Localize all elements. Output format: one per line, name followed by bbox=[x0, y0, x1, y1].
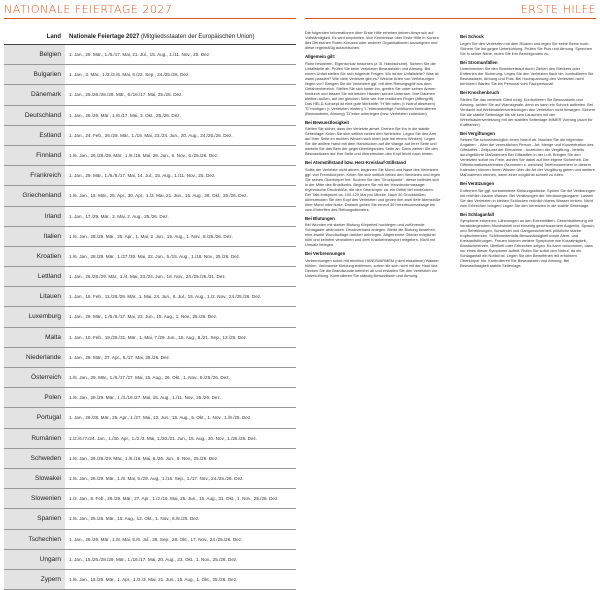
country-cell: Italien bbox=[4, 227, 65, 246]
holidays-cell: 1. Jan., 24. Feb., 26./28. Mär., 1./16. Mai, 23./24. Jun., 20. Aug., 24./25./26. Dez. bbox=[69, 132, 233, 138]
country-cell: Ungarn bbox=[4, 550, 65, 569]
country-cell: Portugal bbox=[4, 408, 65, 427]
table-row bbox=[4, 227, 296, 247]
holidays-cell: 1./2./6./7./24. Jan., 1./30. Apr., 1./2./3. Mai, 1./20./21. Jun., 15. Aug., 30. Nov., 1./25./26. Dez. bbox=[69, 435, 258, 441]
holidays-cell: 1. Jan., 29. Mär., 27. Apr., 6./17. Mai, 25./26. Dez. bbox=[69, 354, 171, 360]
country-cell: Kroatien bbox=[4, 247, 65, 266]
table-body bbox=[4, 45, 296, 590]
holidays-cell: 1. Jan., 29. Mär., 1./6./9./17. Mai, 23. Jun., 15. Aug., 1. Nov., 25./26. Dez. bbox=[69, 314, 218, 320]
section-text: Sollte der Verletzte nicht atmen, beginnen Sie Mund und Nase des Verletzten ggf. von Fremdkörpern. Knien Sie sich seitlich neben den Verletzten und legen Sie seinen Oberkörper frei. Suchen Sie den "Druckpunkt", dieser befindet sich in der Mitte des Brustkorbs. Beginnen Sie mit der Herzdruckmassage: rhythmische Druckstöße, die den Oberkörper ca. ein Drittel tief eindrücken. Der Takt entspricht ca. 100-120 Mal pro Minute. Nach 30 Druckstößen überstrecken Sie den Kopf des Verletzten und geben ihm zwei tiefe Atemstöße über Mund oder Nase. Danach geben Sie erneut 30 Herzdruckmassage bis zum Eintreffen des Rettungsdienstes. bbox=[305, 166, 441, 212]
header-rule-left bbox=[4, 18, 296, 19]
table-row bbox=[4, 85, 296, 105]
table-row bbox=[4, 267, 296, 287]
table-row bbox=[4, 146, 296, 166]
section-heading: Bei Verätzungen bbox=[460, 181, 495, 186]
section-heading: Bei Bewusstlosigkeit bbox=[305, 119, 349, 125]
holidays-cell: 1. Jan., 16. Feb., 11./28./29. Mär., 1. Mai, 24. Jun., 6. Jul., 15. Aug., 1./2. Nov., 24./25./26. Dez. bbox=[69, 294, 262, 300]
section-text: Bei Wunden mit starker Blutung Körperteil hochlegen und zuführende Schlagader abdrücken. Druckverband anlegen. Bleibt die Blutung bestehen, eine zweite Wundauflage darüber anbringen. Abgetrennte Glieder möglichst kühl und keimfrei verwahren und dem Krankentransport mitgeben. Nicht mit Umsatz belegen. bbox=[305, 222, 436, 247]
country-cell: Estland bbox=[4, 126, 65, 145]
holidays-cell: 1./6. Jan., 26./28./29. Mär., 1./6./16. Mai, 26. Jun., 6. Nov., 6./25./26. Dez. bbox=[69, 152, 219, 158]
country-cell: Polen bbox=[4, 388, 65, 407]
holidays-cell: 1./2. Jan., 8. Feb., 28./29. Mär., 27. Apr., 1./2./16. Mai, 25. Jun., 15. Aug., 31. Okt., 1. Nov., 25./26. Dez. bbox=[69, 496, 279, 502]
section-text: Legen Sie den Verletzten mit dem Rücken und legen Sie seine Beine hoch. Sichern Sie ihn gegen Unterkühlung. Prüfen Sie Puls und Atmung. Sprechen Sie in seiner Nähe, reden Sie ihm Beruhigendes zu. bbox=[460, 40, 592, 56]
table-row bbox=[4, 429, 296, 449]
holidays-cell: 1./6. Jan., 15. Mär., 25. Apr., 30. Apr., 1./3. Mai, 21. Jun., 15. Aug., 28. Okt., 25./26. Dez. bbox=[69, 193, 248, 199]
country-cell: Lettland bbox=[4, 267, 65, 286]
section-text: Setzen Sie schnellstmöglich einen Notruf ab. Machen Sie die folgenden Angaben: - Alter der vermutlichen Person - Art, Menge und Konzentration des Giftstoffes - Zeitpunkt der Einnahme - Anzeichen der Vergiftung - bereits durchgeführte Maßnahmen Bei Giftstoffen in der Luft: Bringen Sie den Verletzten sofort ins Freie, achten Sie dabei auf Ihre eigene Sicherheit. Die Giftinformationszentralen (Nummern s. welches) Telefonnummern in diesem Kalender) können Ihnen Wissen über die Art der Vergiftung geben und weitere Maßnahmen nennen, wenn einer möglichst schnell zu rufen. bbox=[460, 137, 595, 177]
table-row bbox=[4, 368, 296, 388]
section-text: Stellen Sie sicher, dass der Verletzte atmet. Drehen Sie ihn in die stabile Seitenlage: Knien Sie sich seitlich neben den Verletzten. Legen Sie den Arm auf Ihrer Seite im rechten Winkel nach oben (wie bei einem Winken). Legen Sie die andere Hand mit dem Handrücken auf die Wange auf Ihrer Seite und winkeln Sie das Bein der gegenüberliegenden Seite an. Dann ziehen Sie den Bewusstlosen auf Ihre Seite und überstrecken den Kopf leicht nach hinten. bbox=[305, 126, 438, 156]
holidays-cell: 1./6. Jan., 26./28./29. Mär., 1./6./16. Mai, 6./26. Jun., 6. Nov., 25./26. Dez. bbox=[69, 455, 219, 461]
country-cell: Griechenland bbox=[4, 186, 65, 205]
holidays-cell: 1. Jan., 25./26./28./29. Mär., 6./16./17. Mai, 25./26. Dez. bbox=[69, 92, 183, 98]
country-cell: Slowenien bbox=[4, 489, 65, 508]
country-cell: Niederlande bbox=[4, 348, 65, 367]
first-aid-intro: Die folgenden Informationen über Erste Hilfe erheben keinen Anspruch auf Vollständigkeit. Es wird empfohlen, sich Kenntnisse über Erste Hilfe in Kursen des Deutschen Roten Kreuzes oder anderer Organisationen anzueignen und diese regelmäßig aufzufrischen. bbox=[305, 30, 439, 50]
holidays-cell: 1. Jan., 3. Mär., 1./2./3./6. Mai, 6./22. Sep., 24./25./26. Dez. bbox=[69, 72, 190, 78]
country-cell: Zypern bbox=[4, 570, 65, 589]
country-cell: Malta bbox=[4, 328, 65, 347]
table-row bbox=[4, 287, 296, 307]
section-heading: Bei Stromunfällen bbox=[460, 59, 498, 65]
holidays-cell: 1./6. Jan., 15./25. Mär., 1. Apr., 1./2./3. Mai, 21. Jun., 15. Aug., 1. Okt., 25./26. Dez. bbox=[69, 576, 238, 582]
holidays-cell: 1. Jan., 29. Mär., 1./6./8./17. Mai, 14. Jul., 15. Aug., 1./11. Nov., 25. Dez. bbox=[69, 173, 216, 179]
holidays-cell: 1. Jan., 26./28. Mär., 25. Apr., 1./27. Mai, 10. Jun., 15. Aug., 5. Okt., 1. Nov., 1./8./25. Dez. bbox=[69, 415, 252, 421]
holidays-cell: 1./6. Jan., 28./29. Mär., 1./27./30. Mai, 22. Jun., 5./15. Aug., 1./18. Nov., 25./26. Dez. bbox=[69, 253, 241, 259]
section-heading: Bei Vergiftungen bbox=[460, 130, 495, 136]
table-row bbox=[4, 247, 296, 267]
table-row bbox=[4, 328, 296, 348]
column-header-holidays-note: (Mitgliedsstaaten der Europäischen Union) bbox=[141, 34, 255, 40]
country-cell: Frankreich bbox=[4, 166, 65, 185]
holidays-cell: 1. Jan., 26./29. Mär., 1./6./17. Mai, 3. Okt., 25./26. Dez. bbox=[69, 112, 181, 118]
table-row bbox=[4, 408, 296, 428]
holiday-table bbox=[4, 30, 296, 590]
country-cell: Luxemburg bbox=[4, 307, 65, 326]
country-cell: Spanien bbox=[4, 509, 65, 528]
table-row bbox=[4, 307, 296, 327]
table-row bbox=[4, 45, 296, 65]
section-heading: Bei Schock bbox=[460, 34, 484, 39]
holidays-cell: 1. Jan., 10. Feb., 19./26./31. Mär., 1. Mai, 7./29. Jun., 15. Aug., 8./21. Sep., 13./25. Dez. bbox=[69, 334, 248, 340]
country-cell: Finnland bbox=[4, 146, 65, 165]
section-heading: Allgemein gilt: bbox=[305, 54, 336, 59]
section-heading: Bei Blutungen bbox=[305, 215, 335, 221]
holidays-cell: 1. Jan., 29. Mär., 1./6./17. Mai, 21. Jul., 15. Aug., 1./11. Nov., 25. Dez. bbox=[69, 52, 211, 57]
header-rule-right bbox=[305, 18, 596, 19]
country-cell: Dänemark bbox=[4, 85, 65, 104]
country-cell: Deutschland bbox=[4, 106, 65, 125]
holidays-cell: 1./6. Jan., 28./29. Mär., 25. Apr., 1. Mai, 2. Jun., 15. Aug., 1. Nov., 8./25./26. Dez. bbox=[69, 233, 233, 239]
section-heading: Bei Verbrennungen bbox=[305, 251, 346, 256]
column-header-holidays bbox=[65, 30, 296, 44]
section-text: Ruhe bewahren. Eigenschutz beachten (z. B. Handschuhe). Sichern Sie die Unfallstelle ab. Prüfen Sie beim Verletzten Bewusstsein und Atmung. Bei einem Unfall stellen Sie sich folgende Fragen: Wo ist der Unfallstelle? Was ist wann passiert? Wie viele Verletzte gibt es? Welche Arten von Verletzungen liegen vor? Bringen Sie die Verletzten ggf. mit dem Rettungsgriff aus dem Gefahrenbereich. Stellen Sie sich hinter ihn, greifen Sie unter seinen Armen hindurch und fassen Sie mit beiden Händen seinen Unterarm. Ihre Daumen bleiben außen, auf der gleichen Seite wie Ihre restlichen Finger (Affengriff). Das HELD-Konzept ist eine gute Merkhilfe: "H"ilfe rufen (= Notruf absetzen) "E"rmutigen (= Verletzten trösten) "L"ebenswichtige Funktionen kontrollieren (Bewusstsein, Atmung) "D"ecke unterlegen (bzw. Verletzten zudecken) bbox=[305, 60, 439, 116]
section-heading: Bei Knochenbruch bbox=[460, 90, 500, 95]
table-row bbox=[4, 388, 296, 408]
table-row bbox=[4, 469, 296, 489]
table-row bbox=[4, 570, 296, 590]
table-row bbox=[4, 530, 296, 550]
page-title-holidays: NATIONALE FEIERTAGE 2027 bbox=[4, 3, 173, 16]
section-text: Entfernen Sie ggf. kontaminierte Kleidungsstücke. Spülen Sie die Verätzungen mit reichlich klarem Wasser. Bei Verätzungen der Verdauungsorgane: Lassen Sie den Verletzten in kleinen Schlucken reichlich klares Wasser trinken. Nicht zum Erbrechen bringen! Legen Sie den Verletzten in die stabile Seitenlage. bbox=[460, 187, 596, 208]
section-text: Stellen Sie das verletzte Glied ruhig. Kontrollieren Sie Bewusstsein und Atmung, achten Sie auf Warnsignale, denn es kann ein Schock auftreten. Bei Verdacht auf Wirbelsäulenverletzungen den Verletzten nicht bewegen. Sichern Sie die stabile Seitenlage bis sie kein Lauschen mit der Wirbelsäulenverletzung mit der stabilen Seitenlage IMMER Vorrang (auch für Kraftfahrer). bbox=[460, 96, 596, 127]
section-heading: Bei Schlaganfall bbox=[460, 211, 494, 217]
section-heading: Bei Atemstillstand bzw. Herz-Kreislauf-Stillstand bbox=[305, 160, 406, 165]
column-header-holidays-title: Nationale Feiertage 2027 bbox=[69, 34, 140, 40]
table-row bbox=[4, 207, 296, 227]
table-row bbox=[4, 449, 296, 469]
holidays-cell: 1./6. Jan., 29. Mär., 1./6./17./27. Mai, 15. Aug., 26. Okt., 1. Nov., 8./25./26. Dez. bbox=[69, 375, 230, 380]
table-row bbox=[4, 65, 296, 85]
holidays-cell: 1./6. Jan., 25./26. Mär., 15. Aug., 12. Okt., 1. Nov., 6./8./25. Dez. bbox=[69, 516, 200, 522]
country-cell: Bulgarien bbox=[4, 65, 65, 84]
holidays-cell: 1. Jan., 26./28./29. Mär., 1./4. Mai, 23./24. Jun., 18. Nov., 24./25./26./31. Dez. bbox=[69, 274, 226, 280]
holidays-cell: 1. Jan., 26./29. Mär., 1./8. Mai, 5./6. Jul., 28. Sep., 28. Okt., 17. Nov., 24./25./26. Dez. bbox=[69, 536, 243, 542]
section-text: Unterbrechen Sie den Stromkreislauf durch Ziehen des Steckers oder Entfernen der Sicherung. Legen Sie den Verletzten flach hin, kontrollieren Sie Bewusstsein, Atmung und Puls. Bei Hochspannung den Verletzten nicht berühren! Warten Sie bis Personal vom Fachpersonal! bbox=[460, 66, 594, 86]
country-cell: Litauen bbox=[4, 287, 65, 306]
table-row bbox=[4, 348, 296, 368]
section-text: Symptome erkennen: Lähmungen an den Extremitäten, Gesichtslähmung mit herabhängendem Mundwinkel und einseitig geschlossenem Augenlid, Sprach- und Sehstörungen, Schwindel und Gangunsicherheit, plötzliche starke Kopfschmerzen. Schlimmstenfalls Bewusstlosigkeit sowie Atem- und Kreislaufstörungen. Frauen können weitere Symptome wie Kurzatmigkeit, Brustschmerzen, Übelkeit oder Erbrechen zeigen. Es kann vorkommen, dass nur eines dieser Symptome auftritt. Rufen Sie sofort den Notruf, da ein Schlaganfall ein Notfall ist. Legen Sie den Betroffenen mit erhöhtem Oberkörper hin. Kontrollieren Sie Bewusstsein und Atmung. Bei Bewusstlosigkeit stabile Seitenlage. bbox=[460, 218, 595, 268]
country-cell: Belgien bbox=[4, 45, 65, 64]
table-row bbox=[4, 489, 296, 509]
table-row bbox=[4, 126, 296, 146]
country-cell: Rumänien bbox=[4, 429, 65, 448]
holidays-cell: 1. Jan., 15./26./28./29. Mär., 1./16./17. Mai, 20. Aug., 23. Okt., 1. Nov., 25./26. Dez. bbox=[69, 556, 238, 562]
first-aid-column-right bbox=[460, 30, 596, 270]
country-cell: Schweden bbox=[4, 449, 65, 468]
table-row bbox=[4, 106, 296, 126]
holidays-cell: 1. Jan., 17./29. Mär., 3. Mai, 2. Aug., 25./26. Dez. bbox=[69, 213, 169, 219]
table-row bbox=[4, 186, 296, 206]
country-cell: Tschechien bbox=[4, 530, 65, 549]
table-row bbox=[4, 509, 296, 529]
first-aid-column-left bbox=[305, 30, 441, 280]
table-row bbox=[4, 550, 296, 570]
country-cell: Österreich bbox=[4, 368, 65, 387]
country-cell: Irland bbox=[4, 207, 65, 226]
country-cell: Slowakei bbox=[4, 469, 65, 488]
holidays-cell: 1./6. Jan., 26./29. Mär., 1./8. Mai, 5./29. Aug., 1./15. Sep., 1./17. Nov., 24./25./26. Dez. bbox=[69, 475, 244, 481]
table-row bbox=[4, 166, 296, 186]
section-text: Verbrennungen sofort mit reichlich HANDWARMEM (nicht eiskaltem!) Wasser kühlen. Verbrannte Kleidung entfernen, sofern sie sich nicht mit der Haut löst. Decken Sie die Brandwunde keimfrei ab und erstatten Sie den Verletzten vor Unterkühlung. Kontrollieren Sie ständig Bewusstsein und Atmung. bbox=[305, 257, 439, 278]
column-header-country: Land bbox=[46, 34, 61, 40]
table-header bbox=[4, 30, 296, 45]
page-title-first-aid: ERSTE HILFE bbox=[520, 3, 596, 16]
holidays-cell: 1./6. Jan., 28./29. Mär., 1./3./16./27. Mai, 15. Aug., 1./11. Nov., 25./26. Dez. bbox=[69, 395, 222, 401]
